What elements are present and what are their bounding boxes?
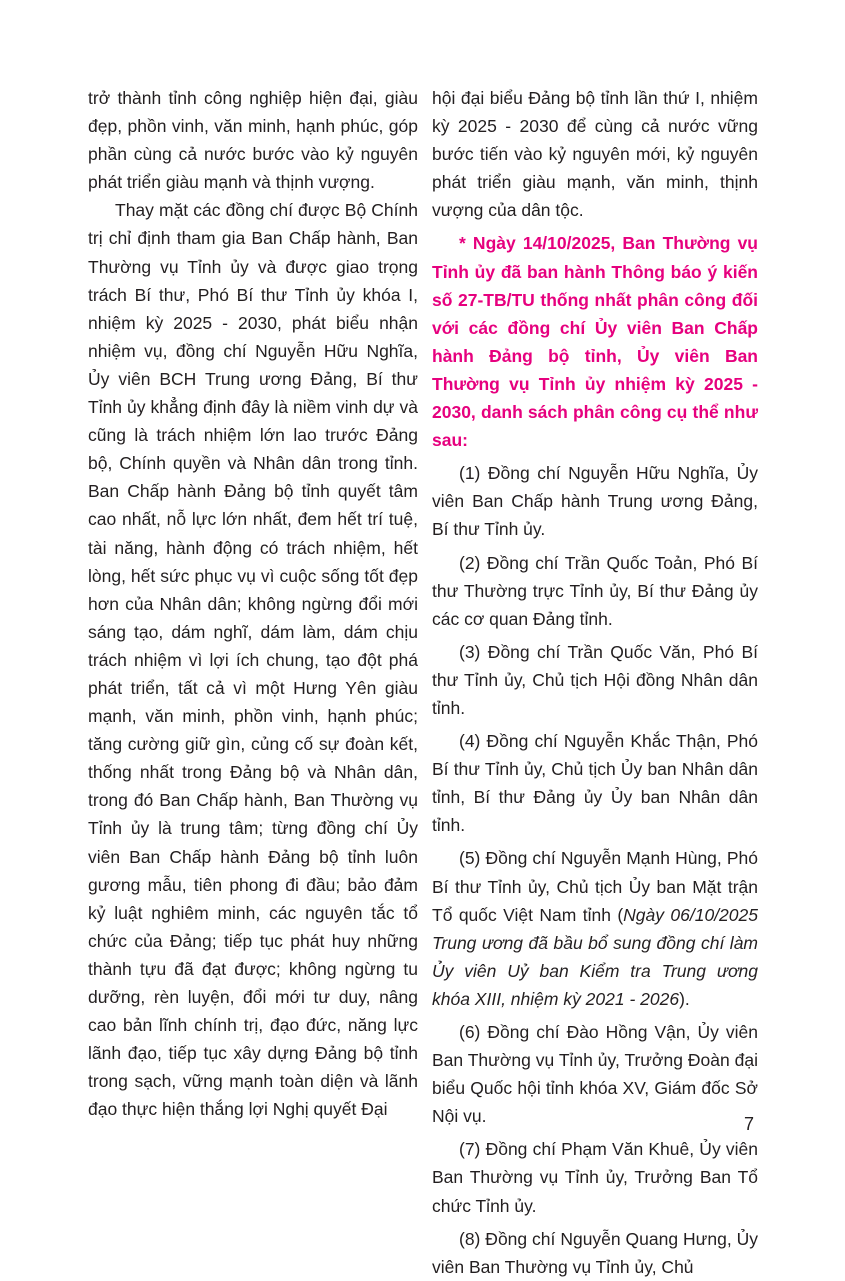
list-item-text-end: ). [679,988,690,1009]
list-item: (3) Đồng chí Trần Quốc Văn, Phó Bí thư Tỉnh ủy, Chủ tịch Hội đồng Nhân dân tỉnh. [432,641,758,718]
list-item: (8) Đồng chí Nguyễn Quang Hưng, Ủy viên Ban Thường vụ Tỉnh ủy, Chủ [432,1228,758,1277]
list-item: (1) Đồng chí Nguyễn Hữu Nghĩa, Ủy viên Ban Chấp hành Trung ương Đảng, Bí thư Tỉnh ủy. [432,463,758,540]
list-item-text: (5) Đồng chí Nguyễn Mạnh Hùng, Phó Bí thư Tỉnh ủy, Chủ tịch Ủy ban Mặt trận Tổ quốc Việt Nam tỉnh ( [432,848,758,925]
right-column [432,84,758,1281]
paragraph-continuation-right: hội đại biểu Đảng bộ tỉnh lần thứ I, nhiệm kỳ 2025 - 2030 để cùng cả nước vững bước tiến vào kỷ nguyên mới, kỷ nguyên phát triển giàu mạnh, văn minh, thịnh vượng của dân tộc. [432,88,758,221]
paragraph-continuation: trở thành tỉnh công nghiệp hiện đại, giàu đẹp, phồn vinh, văn minh, hạnh phúc, góp phần cùng cả nước bước vào kỷ nguyên phát triển giàu mạnh và thịnh vượng. [88,88,418,193]
list-item: (7) Đồng chí Phạm Văn Khuê, Ủy viên Ban Thường vụ Tỉnh ủy, Trưởng Ban Tổ chức Tỉnh ủy. [432,1139,758,1216]
list-item-italic-note: Ngày 06/10/2025 Trung ương đã bầu bổ sung đồng chí làm Ủy viên Uỷ ban Kiểm tra Trung ương khóa XIII, nhiệm kỳ 2021 - 2026 [432,904,758,1009]
list-item: (6) Đồng chí Đào Hồng Vận, Ủy viên Ban Thường vụ Tỉnh ủy, Trưởng Đoàn đại biểu Quốc hội tỉnh khóa XV, Giám đốc Sở Nội vụ. [432,1022,758,1127]
left-column [88,84,418,1123]
list-item: (4) Đồng chí Nguyễn Khắc Thận, Phó Bí thư Tỉnh ủy, Chủ tịch Ủy ban Nhân dân tỉnh, Bí thư Đảng ủy Ủy ban Nhân dân tỉnh. [432,731,758,836]
list-item [432,844,758,1013]
page-number: 7 [744,1114,755,1134]
paragraph-speech: Thay mặt các đồng chí được Bộ Chính trị chỉ định tham gia Ban Chấp hành, Ban Thường vụ Tỉnh ủy và được giao trọng trách Bí thư, Phó Bí thư Tỉnh ủy khóa I, nhiệm kỳ 2025 - 2030, phát biểu nhận nhiệm vụ, đồng chí Nguyễn Hữu Nghĩa, Ủy viên BCH Trung ương Đảng, Bí thư Tỉnh ủy khẳng định đây là niềm vinh dự và cũng là trách nhiệm lớn lao trước Đảng bộ, Chính quyền và Nhân dân trong tỉnh. Ban Chấp hành Đảng bộ tỉnh quyết tâm cao nhất, nỗ lực lớn nhất, đem hết trí tuệ, tài năng, hành động có trách nhiệm, hết lòng, hết sức phục vụ vì cuộc sống tốt đẹp hơn của Nhân dân; không ngừng đổi mới sáng tạo, dám nghĩ, dám làm, dám chịu trách nhiệm vì lợi ích chung, tạo đột phá phát triển, tất cả vì một Hưng Yên giàu mạnh, văn minh, phồn vinh, hạnh phúc; tăng cường giữ gìn, củng cố sự đoàn kết, thống nhất trong Đảng bộ và Nhân dân, trong đó Ban Chấp hành, Ban Thường vụ Tỉnh ủy là trung tâm; từng đồng chí Ủy viên Ban Chấp hành Đảng bộ tỉnh luôn gương mẫu, tiên phong đi đầu; bảo đảm kỷ luật nghiêm minh, các nguyên tắc tổ chức của Đảng; tiếp tục phát huy những thành tựu đã đạt được; không ngừng tu dưỡng, rèn luyện, đổi mới tư duy, nâng cao bản lĩnh chính trị, đạo đức, năng lực lãnh đạo, tiếp tục xây dựng Đảng bộ tỉnh trong sạch, vững mạnh toàn diện và lãnh đạo thực hiện thắng lợi Nghị quyết Đại [88,200,418,1120]
highlight-announcement: * Ngày 14/10/2025, Ban Thường vụ Tỉnh ủy đã ban hành Thông báo ý kiến số 27-TB/TU thống nhất phân công đối với các đồng chí Ủy viên Ban Chấp hành Đảng bộ tỉnh, Ủy viên Ban Thường vụ Tỉnh ủy nhiệm kỳ 2025 - 2030, danh sách phân công cụ thể như sau: [432,233,758,451]
list-item: (2) Đồng chí Trần Quốc Toản, Phó Bí thư Thường trực Tỉnh ủy, Bí thư Đảng ủy các cơ quan Đảng tỉnh. [432,552,758,629]
